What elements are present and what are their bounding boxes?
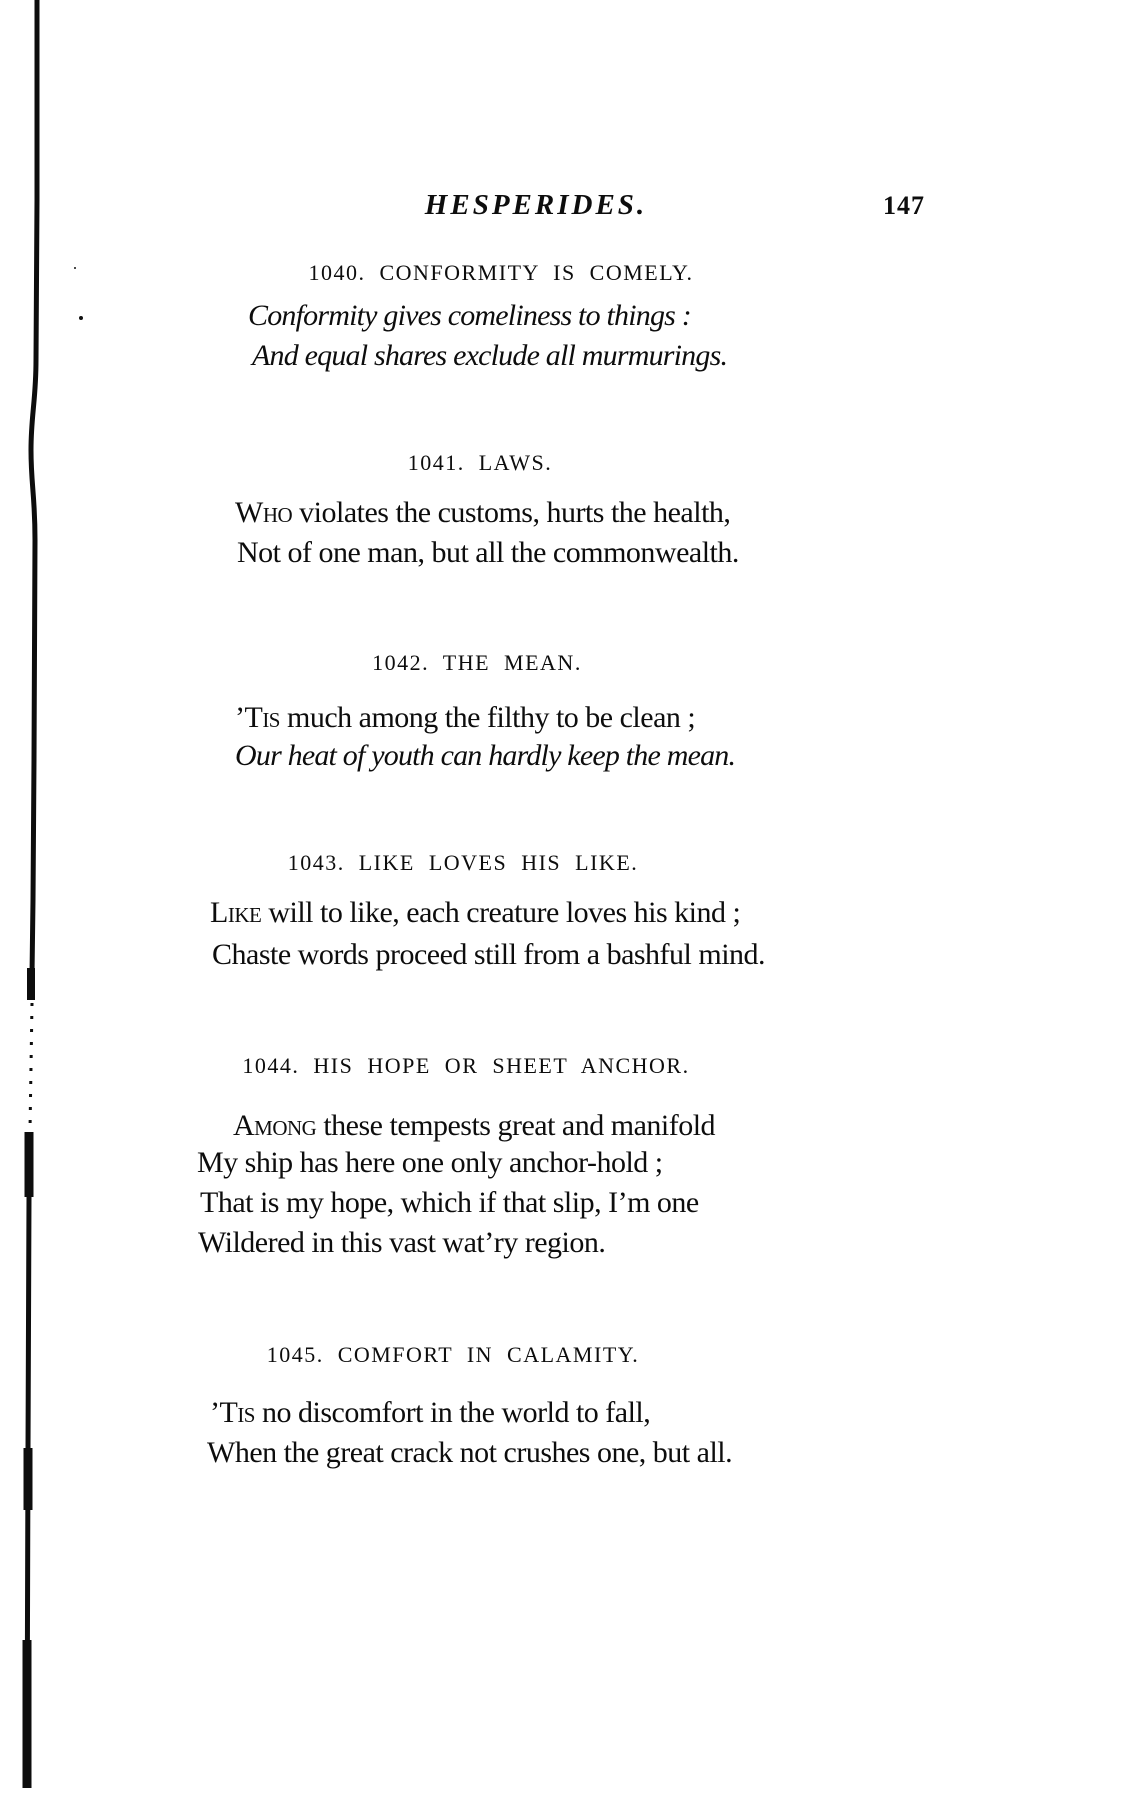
poem-line-text: no discomfort in the world to fall, xyxy=(255,1396,651,1429)
poem-heading: 1041. LAWS. xyxy=(407,450,553,475)
poem-heading: 1042. THE MEAN. xyxy=(372,650,582,675)
poem-line xyxy=(207,1438,732,1468)
poem-line-text: Conformity gives comeliness to things : xyxy=(248,299,691,332)
poem-line-lead: Like xyxy=(210,896,262,929)
poem-line-text: That is my hope, which if that slip, I’m one xyxy=(200,1186,699,1219)
poem-line-text: violates the customs, hurts the health, xyxy=(292,496,731,529)
poem-line xyxy=(233,1111,715,1141)
poem-line xyxy=(235,741,735,771)
poem-line xyxy=(235,703,695,733)
running-title: HESPERIDES. xyxy=(424,189,648,221)
ink-speck xyxy=(74,267,76,269)
poem-line-text: Wildered in this vast wat’ry region. xyxy=(198,1226,606,1259)
poem-line-text: My ship has here one only anchor-hold ; xyxy=(197,1146,663,1179)
page-number: 147 xyxy=(883,191,925,220)
poem-heading: 1040. CONFORMITY IS COMELY. xyxy=(308,260,694,285)
poem-line-text: Not of one man, but all the commonwealth. xyxy=(237,536,739,569)
scan-edge-artifact xyxy=(0,0,60,1803)
poem-heading: 1043. LIKE LOVES HIS LIKE. xyxy=(287,850,639,875)
poem-line xyxy=(237,538,739,568)
poem-heading: 1044. HIS HOPE OR SHEET ANCHOR. xyxy=(242,1053,690,1078)
poem-line xyxy=(235,498,730,528)
poem-line-text: And equal shares exclude all murmurings. xyxy=(252,339,728,372)
poem-line xyxy=(198,1228,605,1258)
poem-line-text: When the great crack not crushes one, but all. xyxy=(207,1436,733,1469)
poem-line-text: much among the filthy to be clean ; xyxy=(280,701,696,734)
poem-line-lead: Who xyxy=(235,496,293,529)
poem-line-text: Chaste words proceed still from a bashful mind. xyxy=(212,938,766,971)
poem-heading: 1045. COMFORT IN CALAMITY. xyxy=(266,1342,640,1367)
poem-line xyxy=(248,301,691,331)
poem-line-text: will to like, each creature loves his kind ; xyxy=(261,896,741,929)
poem-line-text: these tempests great and manifold xyxy=(316,1109,716,1142)
poem-line-lead: Among xyxy=(233,1109,317,1142)
poem-line-lead: ’Tis xyxy=(210,1396,255,1429)
poem-line-lead: ’Tis xyxy=(235,701,280,734)
poem-line-text: Our heat of youth can hardly keep the mean. xyxy=(235,739,736,772)
poem-line xyxy=(212,940,765,970)
poem-line xyxy=(210,898,740,928)
poem-line xyxy=(210,1398,650,1428)
poem-line xyxy=(197,1148,663,1178)
poem-line xyxy=(200,1188,699,1218)
ink-speck xyxy=(79,316,83,320)
poem-line xyxy=(252,341,727,371)
